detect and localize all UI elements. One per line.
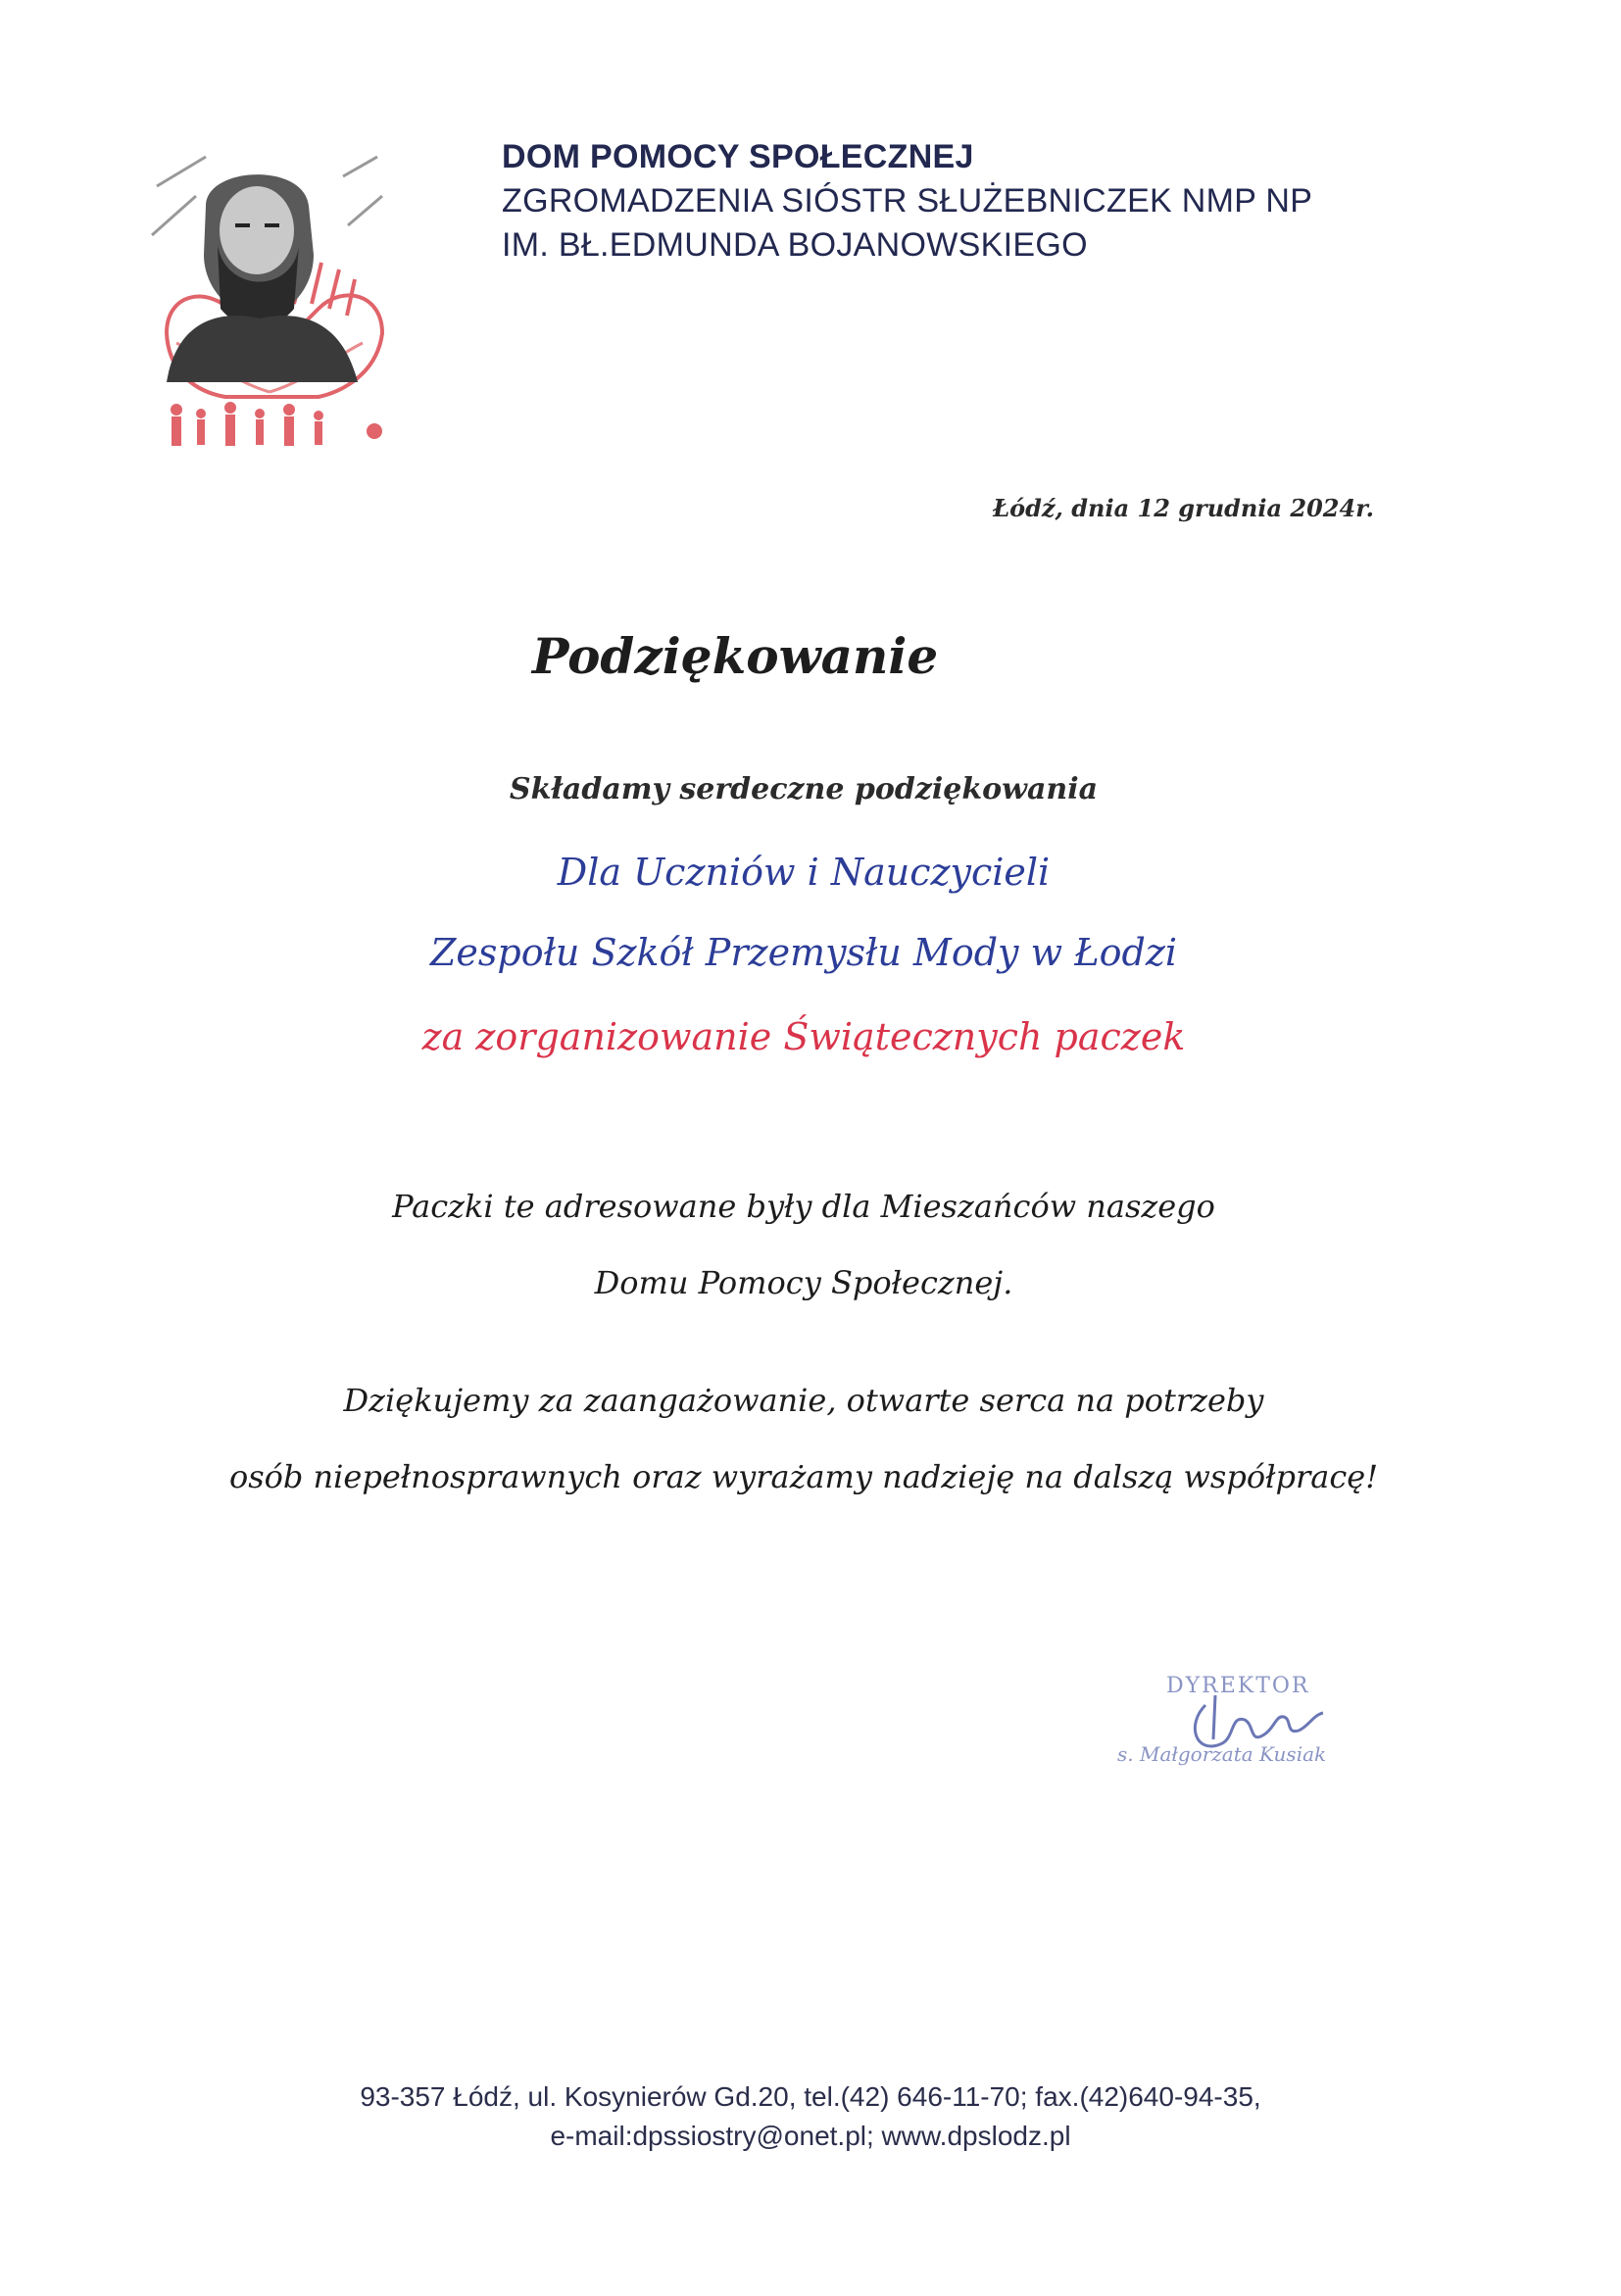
stamp-name: s. Małgorzata Kusiak (1117, 1742, 1327, 1766)
paragraph-1-line-1: Paczki te adresowane były dla Mieszańców naszego (392, 1188, 1215, 1225)
letter-title: Podziękowanie (531, 627, 939, 685)
org-patron: IM. BŁ.EDMUNDA BOJANOWSKIEGO (502, 226, 1088, 264)
portrait-logo-icon (147, 147, 392, 461)
paragraph-2-line-2: osób niepełnosprawnych oraz wyrażamy nadzieję na dalszą współpracę! (228, 1458, 1379, 1495)
org-name: DOM POMOCY SPOŁECZNEJ (502, 138, 974, 175)
reason-line: za zorganizowanie Świątecznych paczek (421, 1015, 1186, 1058)
recipient-line-2: Zespołu Szkół Przemysłu Mody w Łodzi (429, 931, 1177, 974)
recipient-line-1: Dla Uczniów i Nauczycieli (557, 851, 1051, 894)
paragraph-2-line-1: Dziękujemy za zaangażowanie, otwarte serca na potrzeby (343, 1382, 1264, 1419)
letter-date: Łódź, dnia 12 grudnia 2024r. (993, 494, 1374, 522)
director-stamp (1107, 1666, 1401, 1793)
footer-address: 93-357 Łódź, ul. Kosynierów Gd.20, tel.(42) 646-11-70; fax.(42)640-94-35, (360, 2081, 1261, 2112)
paragraph-1-line-2: Domu Pomocy Społecznej. (594, 1264, 1013, 1301)
org-congregation: ZGROMADZENIA SIÓSTR SŁUŻEBNICZEK NMP NP (502, 182, 1313, 220)
institution-header (502, 135, 1482, 268)
intro-line: Składamy serdeczne podziękowania (509, 772, 1099, 806)
stamp-role: DYREKTOR (1166, 1674, 1310, 1698)
footer-contact: e-mail:dpssiostry@onet.pl; www.dpslodz.pl (550, 2121, 1071, 2151)
contact-footer (0, 2077, 1621, 2156)
